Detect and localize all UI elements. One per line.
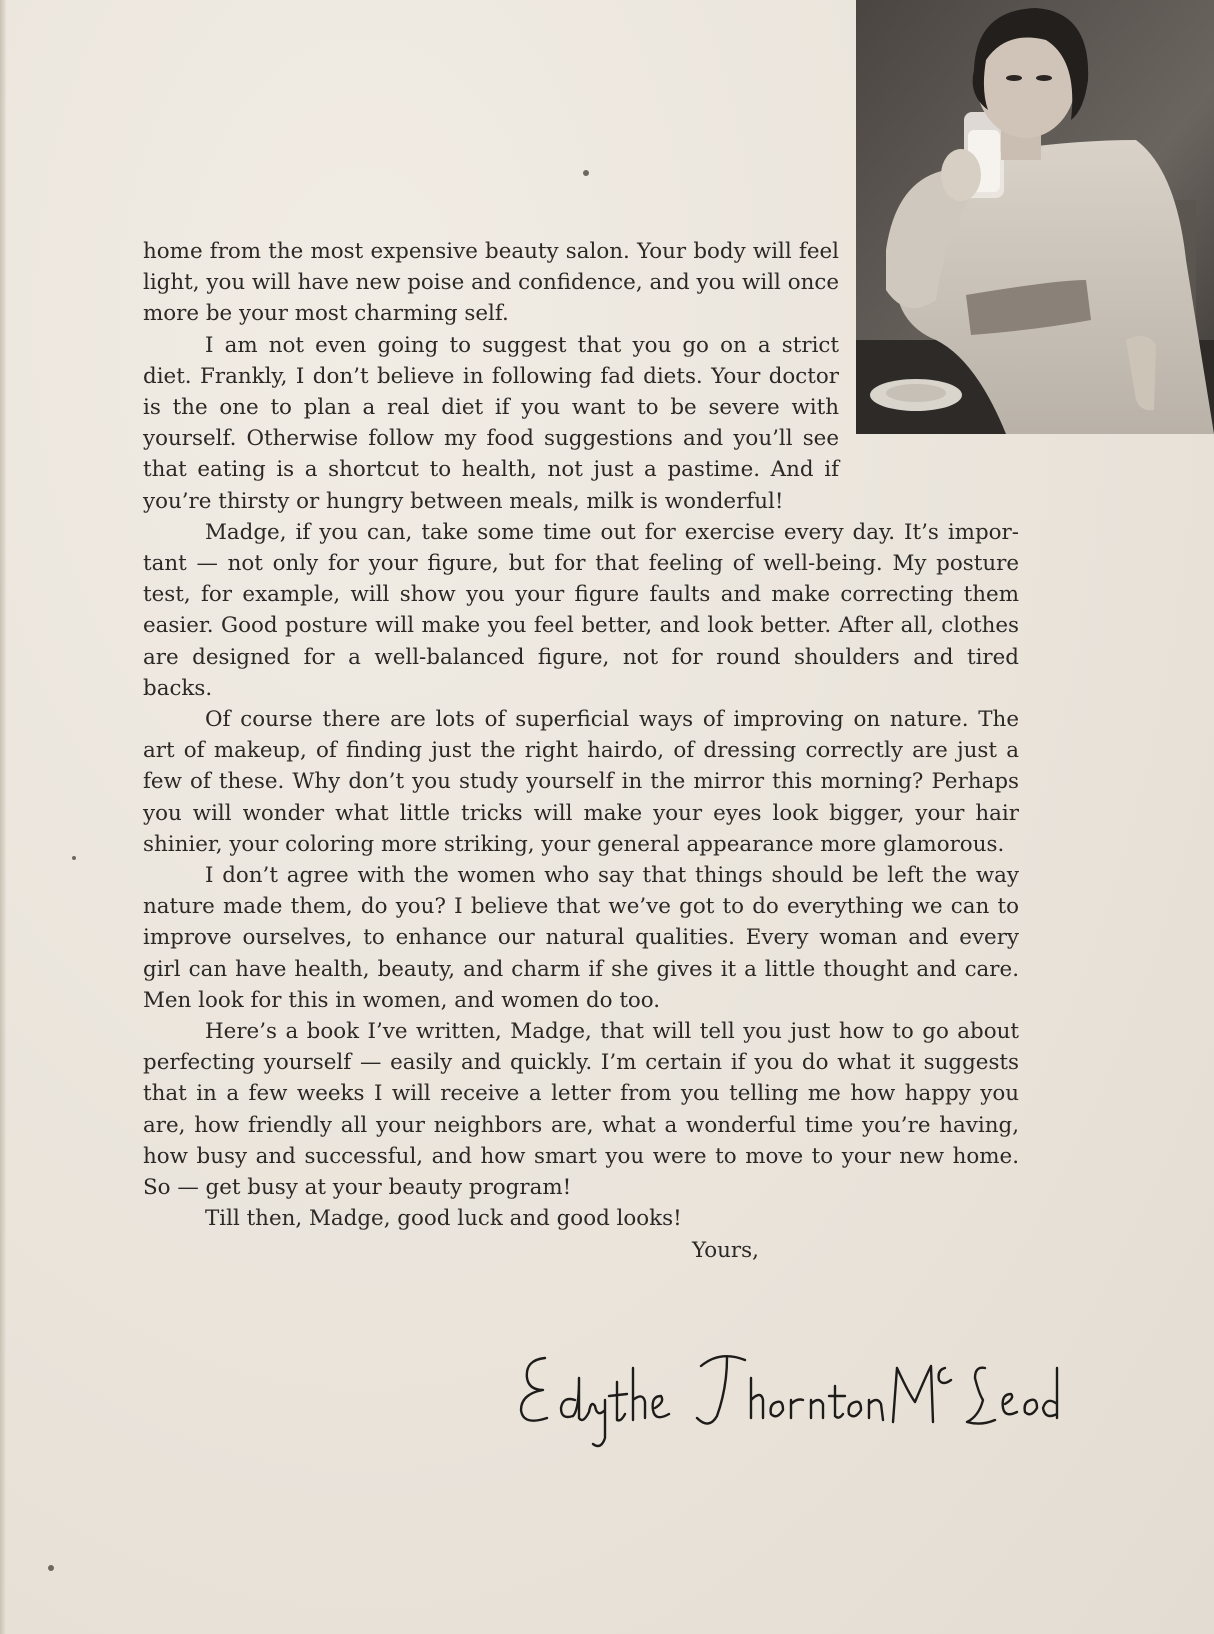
letter-paragraph: Till then, Madge, good luck and good looks! [205,1206,682,1232]
letter-paragraph: I am not even going to suggest that you go on a strict diet. Frankly, I don’t believe in following fad diets. Your doctor is the one to plan a real diet if you want to be severe with yourself. Otherwise follow my food suggestions and you’ll see that eating is a shortcut to health, not just a pastime. And if you’re thirsty or hungry between meals, milk is wonderful! [143,332,839,514]
page-binding-edge [0,0,6,1634]
letter-paragraph: I don’t agree with the women who say that things should be left the way nature made them, do you? I believe that we’ve got to do everything we can to improve ourselves, to enhance our natural qualities. Every woman and every girl can have health, beauty, and charm if she gives it a little thought and care. Men look for this in women, and women do too. [143,863,1019,1013]
letter-paragraph: Madge, if you can, take some time out for exercise every day. It’s impor-tant — not only for your figure, but for that feeling of well-being. My posture test, for example, will show you your figure faults and make correcting them easier. Good posture will make you feel better, and look better. After all, clothes are designed for a well-balanced figure, not for round shoulders and tired backs. [143,519,1019,701]
paper-speck [48,1565,54,1571]
paper-speck [72,856,76,860]
letter-paragraph: home from the most expensive beauty salon. Your body will feel light, you will have new poise and confidence, and you will once more be your most charming self. [143,239,839,327]
letter-paragraph: Here’s a book I’ve written, Madge, that will tell you just how to go about perfecting yourself — easily and quickly. I’m certain if you do what it suggests that in a few weeks I will receive a letter from you telling me how happy you are, how friendly all your neighbors are, what a wonderful time you’re having, how busy and successful, and how smart you were to move to your new home. So — get busy at your beauty program! [143,1019,1019,1201]
letter-body [143,236,1019,1235]
handwritten-signature [505,1338,1075,1458]
letter-paragraph: Of course there are lots of superficial ways of improving on nature. The art of makeup, of finding just the right hairdo, of dressing correctly are just a few of these. Why don’t you study yourself in the mirror this morning? Perhaps you will wonder what little tricks will make your eyes look bigger, your hair shinier, your coloring more striking, your general appearance more glamorous. [143,707,1019,857]
paper-speck [583,170,589,176]
letter-closing: Yours, [692,1238,759,1263]
